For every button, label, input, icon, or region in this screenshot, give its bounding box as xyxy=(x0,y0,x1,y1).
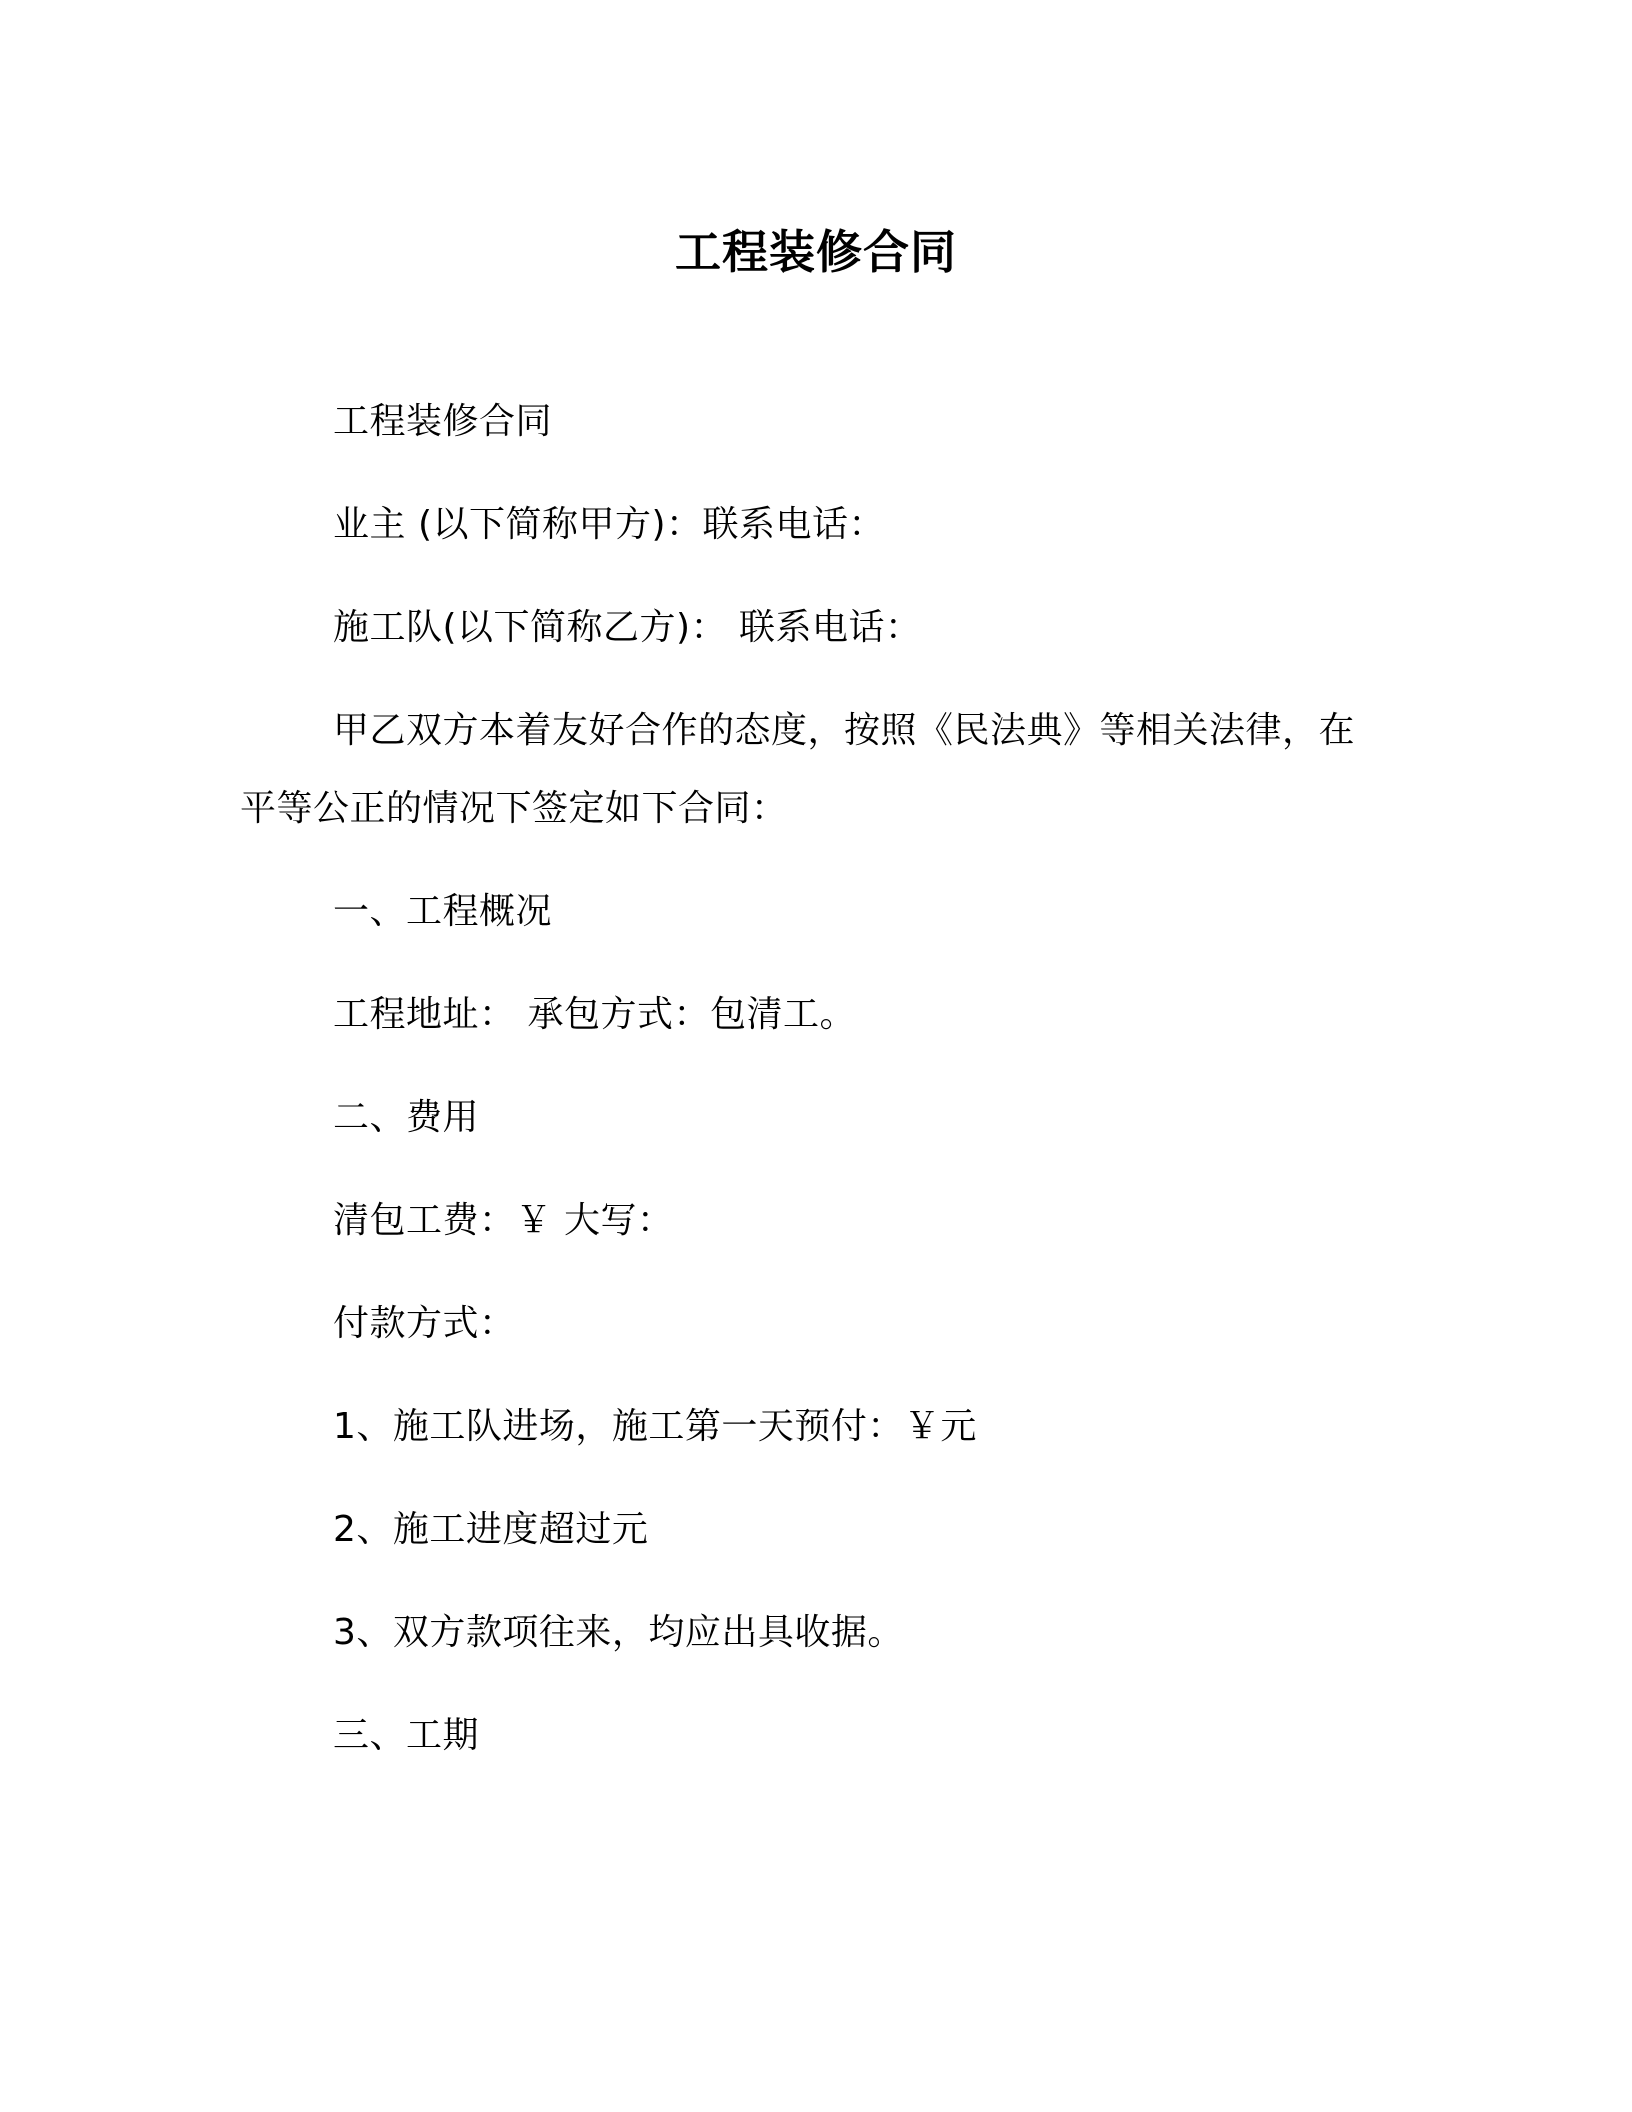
payment-method-line: 付款方式： xyxy=(333,1303,516,1344)
subtitle: 工程装修合同 xyxy=(333,401,553,442)
labor-fee-line: 清包工费：￥ 大写： xyxy=(333,1200,674,1241)
section-heading-2: 二、费用 xyxy=(333,1097,480,1138)
preamble-line-2: 平等公正的情况下签定如下合同： xyxy=(240,788,788,829)
party-a-line: 业主 (以下简称甲方)：联系电话： xyxy=(333,504,886,545)
section-heading-1: 一、工程概况 xyxy=(333,891,553,932)
section-heading-3: 三、工期 xyxy=(333,1715,480,1756)
payment-item-2: 2、施工进度超过元 xyxy=(333,1509,649,1550)
party-b-line: 施工队(以下简称乙方)： 联系电话： xyxy=(333,607,922,648)
project-address-line: 工程地址： 承包方式：包清工。 xyxy=(333,994,856,1035)
preamble-line-1: 甲乙双方本着友好合作的态度，按照《民法典》等相关法律，在 xyxy=(333,710,1356,751)
payment-item-3: 3、双方款项往来，均应出具收据。 xyxy=(333,1612,904,1653)
document-title: 工程装修合同 xyxy=(675,225,957,279)
payment-item-1: 1、施工队进场，施工第一天预付：￥元 xyxy=(333,1406,977,1447)
